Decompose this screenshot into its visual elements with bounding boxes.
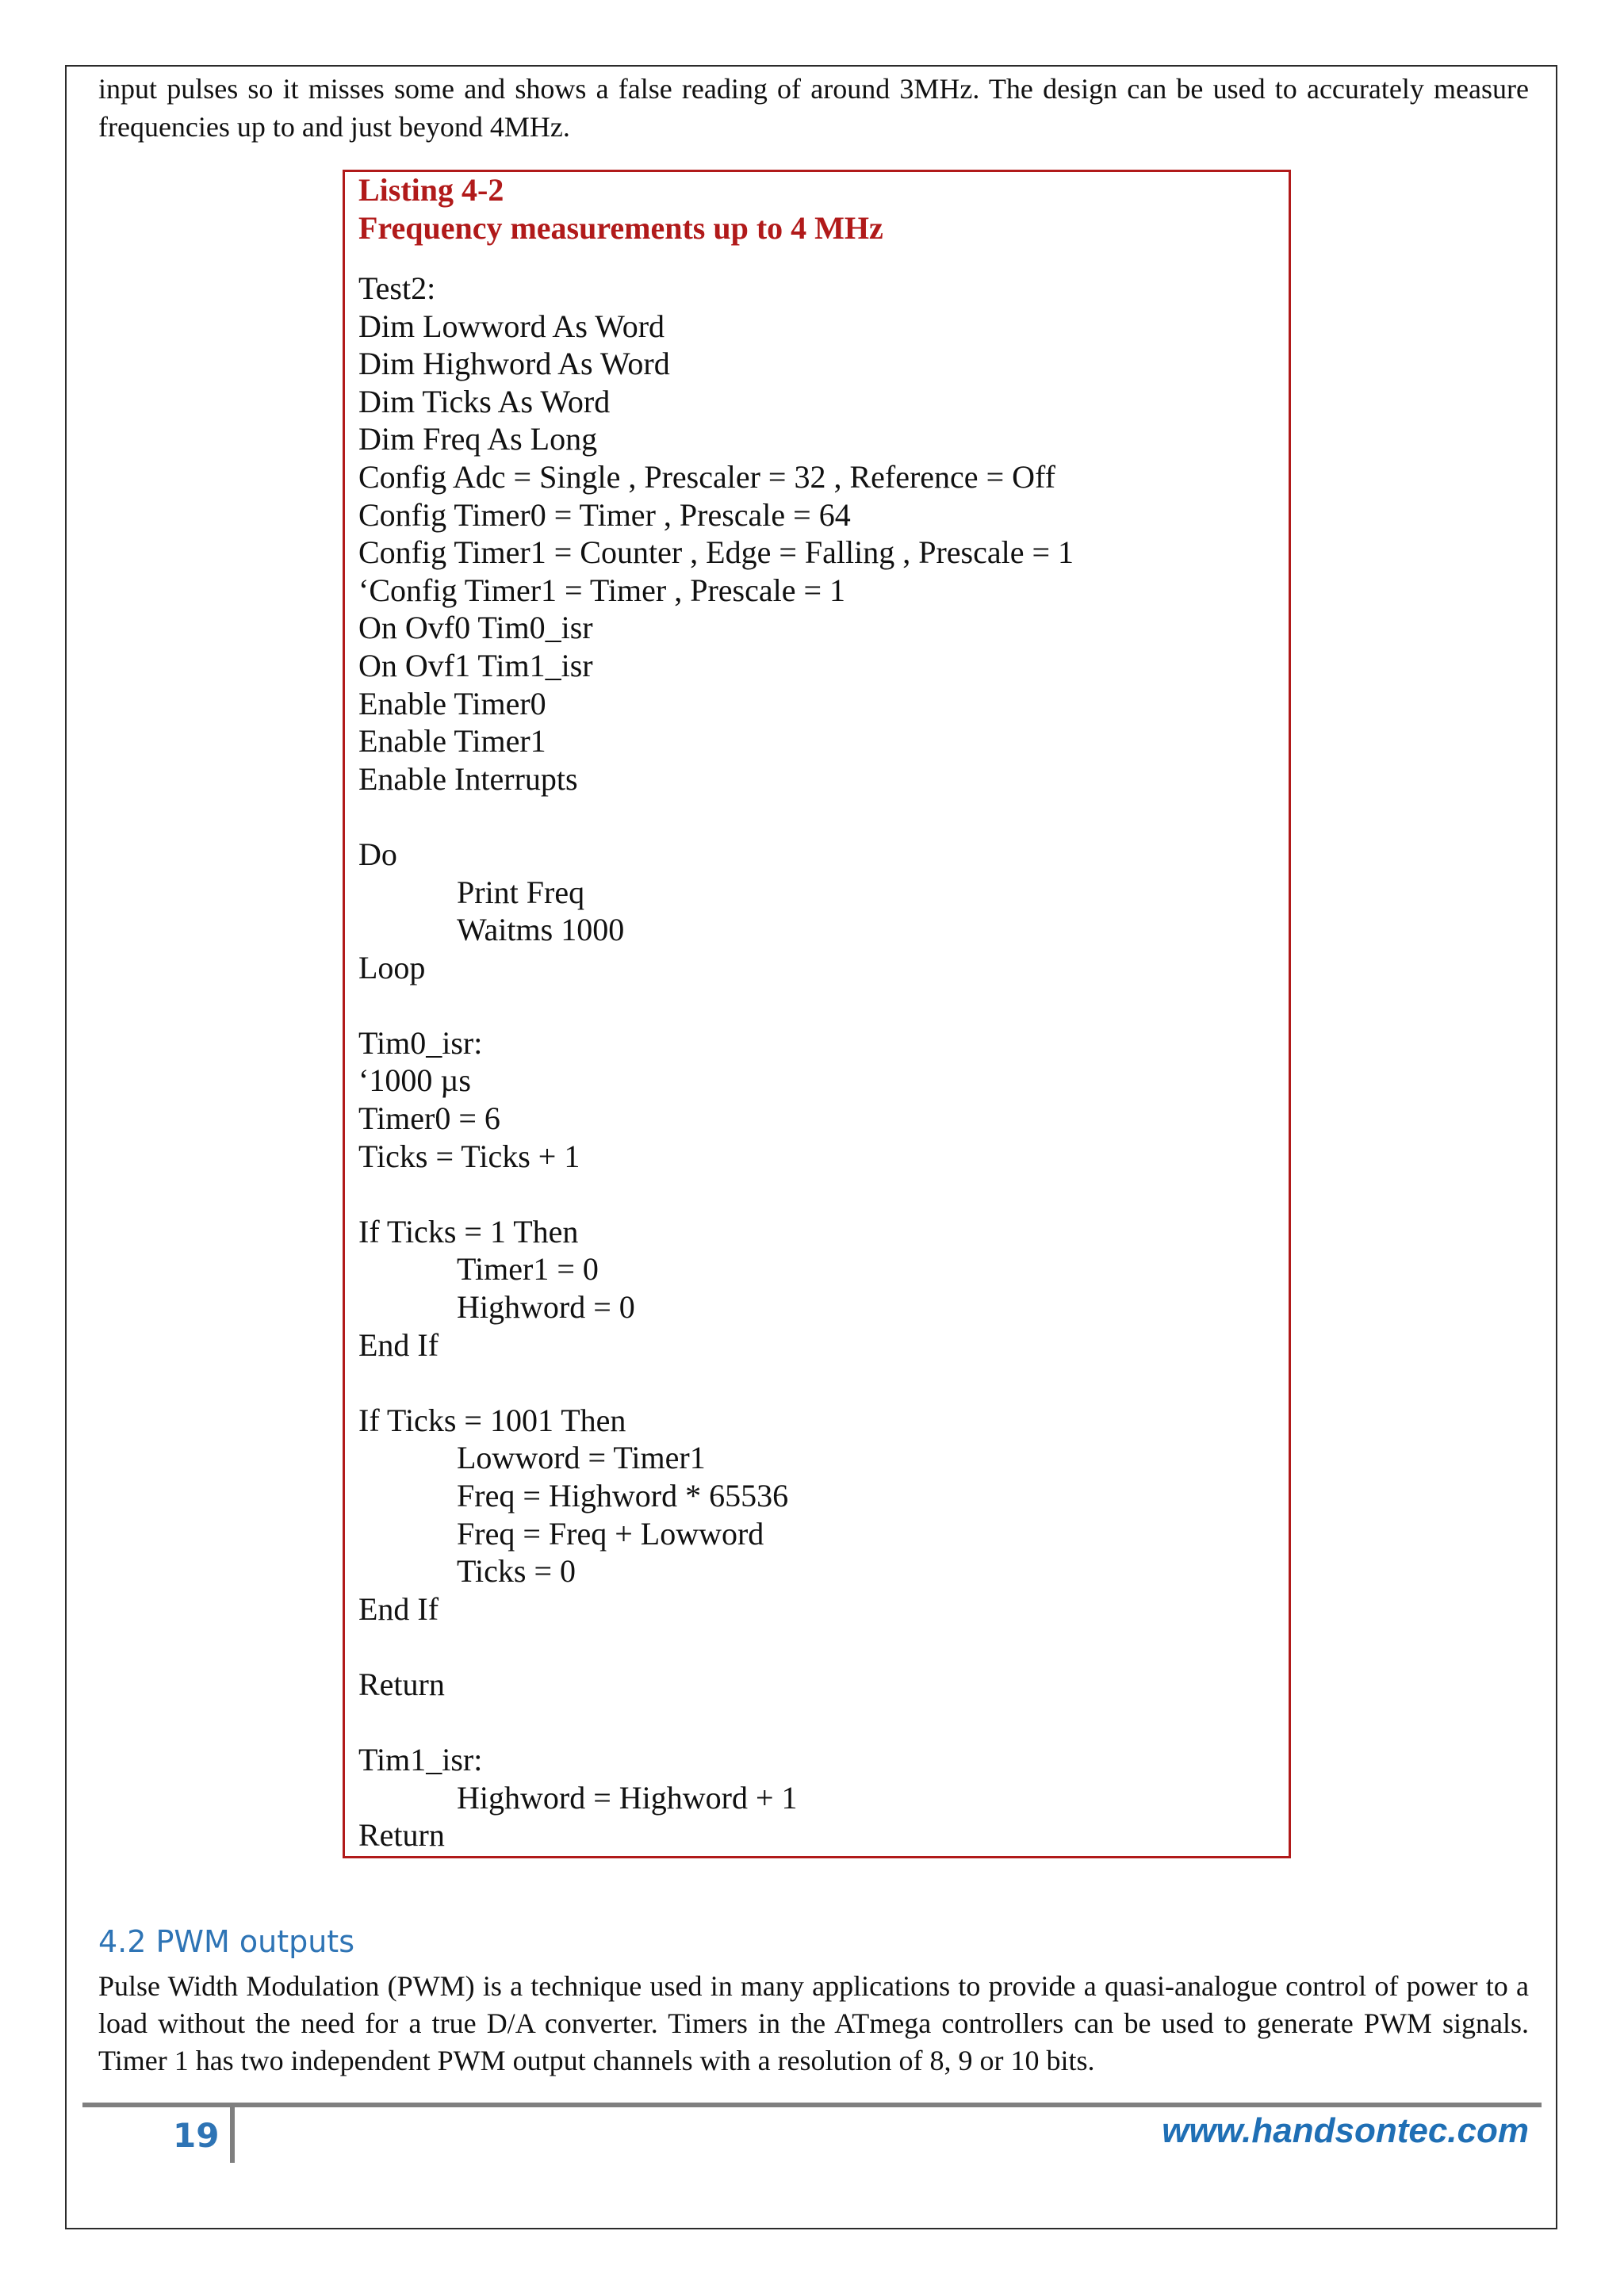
code-line: Enable Timer0 (358, 685, 546, 721)
code-line (358, 1704, 1074, 1742)
code-line (358, 1628, 1074, 1666)
listing-label: Listing 4-2 (358, 172, 504, 208)
code-line: Highword = 0 (457, 1289, 635, 1326)
code-line: Freq = Highword * 65536 (457, 1478, 789, 1513)
code-line: Highword = Highword + 1 (457, 1779, 798, 1816)
code-line: Dim Highword As Word (358, 346, 670, 382)
code-line: End If (358, 1590, 439, 1627)
code-line: Dim Lowword As Word (358, 308, 665, 344)
code-line: Config Timer1 = Counter , Edge = Falling , Prescale = 1 (358, 534, 1074, 571)
code-line: Freq = Freq + Lowword (457, 1515, 764, 1552)
code-line: Dim Ticks As Word (358, 383, 611, 419)
listing-title: Frequency measurements up to 4 MHz (358, 210, 883, 246)
code-lines (358, 270, 1074, 1854)
website-link[interactable]: www.handsontec.com (1162, 2111, 1529, 2150)
footer-rule (82, 2103, 1542, 2107)
code-line: Do (358, 836, 397, 872)
code-line: End If (358, 1326, 439, 1363)
code-line: Config Adc = Single , Prescaler = 32 , Reference = Off (358, 458, 1055, 495)
code-line: Dim Freq As Long (358, 421, 598, 457)
section-heading: 4.2 PWM outputs (98, 1924, 354, 1959)
code-line: Return (358, 1666, 445, 1702)
code-line: Waitms 1000 (457, 912, 625, 948)
code-line (358, 1364, 1074, 1402)
code-line: Config Timer0 = Timer , Prescale = 64 (358, 496, 851, 533)
code-line: If Ticks = 1 Then (358, 1213, 579, 1249)
code-line: ‘Config Timer1 = Timer , Prescale = 1 (358, 572, 846, 608)
code-line (358, 1175, 1074, 1213)
intro-paragraph: input pulses so it misses some and shows a false reading of around 3MHz. The design can be used to accurately measure frequencies up to and just beyond 4MHz. (98, 73, 1529, 143)
code-line: Test2: (358, 270, 436, 306)
code-line: Print Freq (457, 874, 585, 910)
code-line: Ticks = Ticks + 1 (358, 1138, 580, 1174)
listing-heading (358, 171, 883, 247)
code-line: On Ovf0 Tim0_isr (358, 610, 593, 646)
page-number: 19 (173, 2116, 220, 2155)
code-line: ‘1000 µs (358, 1062, 471, 1099)
page-number-divider (230, 2106, 235, 2163)
code-line: Ticks = 0 (457, 1553, 576, 1590)
code-line: On Ovf1 Tim1_isr (358, 647, 593, 683)
code-line: Return (358, 1817, 445, 1854)
code-line: Loop (358, 949, 426, 985)
code-line (358, 986, 1074, 1024)
code-line (358, 798, 1074, 836)
section-paragraph: Pulse Width Modulation (PWM) is a technique used in many applications to provide a quasi-analogue control of power to a load without the need for a true D/A converter. Timers in the ATmega controllers can be used to generate PWM signals. Timer 1 has two independent PWM output channels with a resolution of 8, 9 or 10 bits. (98, 1970, 1529, 2076)
code-line: Enable Timer1 (358, 723, 546, 760)
code-line: If Ticks = 1001 Then (358, 1402, 626, 1438)
code-line: Tim1_isr: (358, 1742, 483, 1778)
code-line: Tim0_isr: (358, 1024, 483, 1061)
code-line: Timer1 = 0 (457, 1251, 599, 1288)
code-line: Timer0 = 6 (358, 1100, 500, 1137)
code-line: Enable Interrupts (358, 760, 578, 797)
code-line: Lowword = Timer1 (457, 1440, 706, 1476)
